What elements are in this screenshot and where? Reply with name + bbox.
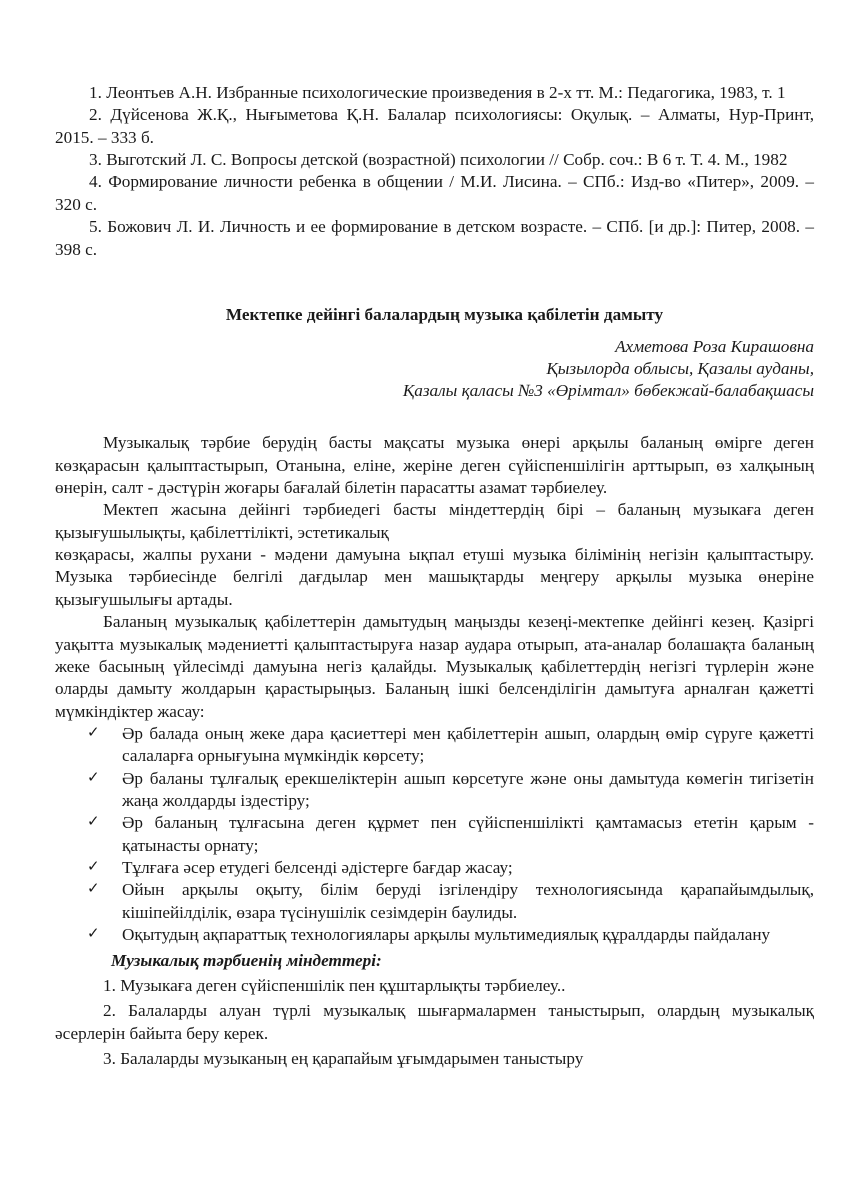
article-title: Мектепке дейінгі балалардың музыка қабілетін дамыту — [225, 304, 664, 324]
checkmark-icon: ✓ — [87, 812, 100, 831]
checklist-item — [87, 723, 814, 768]
checklist — [55, 723, 814, 947]
checklist-text: Тұлғаға әсер етудегі белсенді әдістерге бағдар жасау; — [122, 858, 513, 878]
checklist-text: Оқытудың ақпараттық технологиялары арқылы мультимедиялық құралдарды пайдалану — [122, 925, 771, 945]
task-item: 3. Балаларды музыканың ең қарапайым ұғымдарымен таныстыру — [103, 1048, 584, 1068]
affiliation-line: Қазалы қаласы №3 «Өрімтал» бөбекжай-балабақшасы — [402, 381, 814, 401]
checklist-text: Әр баланың тұлғасына деген құрмет пен сүйіспеншілікті қамтамасыз ететін қарым - қатынасты орнату; — [122, 813, 814, 855]
checklist-item — [87, 879, 814, 924]
checkmark-icon: ✓ — [87, 857, 100, 876]
tasks-section — [55, 947, 814, 1071]
checklist-item — [87, 857, 814, 879]
body-paragraph: Мектеп жасына дейінгі тәрбиедегі басты міндеттердің бірі – баланың музыкаға деген қызығушылықты, қабілеттілікті, эстетикалық — [55, 500, 814, 542]
body-paragraph: Баланың музыкалық қабілеттерін дамытудың маңызды кезеңі-мектепке дейінгі кезең. Қазіргі уақытта музыкалық мәдениетті қалыптастыруға назар аудара отырып, ата-аналар болашақта баланың жеке басының үйлесімді дамуына негіз қалайды. Музыкалық қабілеттердің негізгі түрлерін және оларды дамыту жолдарын қарастырыңыз. Баланың ішкі белсенділігін дамытуға арналған қажетті мүмкіндіктер жасау: — [55, 612, 814, 721]
body-paragraph: көзқарасы, жалпы рухани - мәдени дамуына ықпал етуші музыка білімінің негізін қалыптастыру. Музыка тәрбиесінде белгілі дағдылар мен машықтарды меңгеру арқылы музыка өнеріне қызығушылығы артады. — [55, 545, 814, 609]
reference-item: 4. Формирование личности ребенка в общении / М.И. Лисина. – СПб.: Изд-во «Питер», 2009. – 320 с. — [55, 172, 814, 214]
checkmark-icon: ✓ — [87, 767, 100, 786]
checklist-item — [87, 812, 814, 857]
checklist-text: Әр балада оның жеке дара қасиеттері мен қабілеттерін ашып, олардың өмір сүруге қажетті салаларға орнығуына мүмкіндік көрсету; — [122, 723, 814, 766]
reference-list — [55, 82, 814, 261]
reference-item: 2. Дүйсенова Ж.Қ., Нығыметова Қ.Н. Балалар психологиясы: Оқулық. – Алматы, Нур-Принт, 2015. – 333 б. — [55, 105, 814, 147]
task-item: 1. Музыкаға деген сүйіспеншілік пен құштарлықты тәрбиелеу.. — [103, 975, 566, 995]
checkmark-icon: ✓ — [87, 924, 100, 943]
checklist-text: Ойын арқылы оқыту, білім беруді ізгілендіру технологиясында қарапайымдылық, кішіпейілділік, өзара түсінушілік сезімдерін баулиды. — [122, 880, 814, 922]
author-block — [55, 336, 814, 402]
task-item: 2. Балаларды алуан түрлі музыкалық шығармалармен таныстырып, олардың музыкалық әсерлерін байыта беру керек. — [55, 1001, 814, 1043]
article-body — [55, 432, 814, 1070]
checklist-item — [87, 768, 814, 813]
checkmark-icon: ✓ — [87, 879, 100, 898]
checklist-text: Әр баланы тұлғалық ерекшеліктерін ашып көрсетуге және оны дамытуда көмегін тигізетін жаңа жолдарды іздестіру; — [122, 768, 814, 811]
checklist-item — [87, 924, 814, 946]
reference-item: 5. Божович Л. И. Личность и ее формирование в детском возрасте. – СПб. [и др.]: Питер, 2008. – 398 с. — [55, 217, 814, 259]
reference-item: 3. Выготский Л. С. Вопросы детской (возрастной) психологии // Собр. соч.: В 6 т. Т. 4. М., 1982 — [89, 150, 788, 170]
reference-item: 1. Леонтьев А.Н. Избранные психологические произведения в 2-х тт. М.: Педагогика, 1983, т. 1 — [89, 83, 786, 102]
author-name: Ахметова Роза Кирашовна — [615, 337, 814, 357]
checkmark-icon: ✓ — [87, 722, 100, 741]
body-paragraph: Музыкалық тәрбие берудің басты мақсаты музыка өнері арқылы баланың өмірге деген көзқарасын қалыптастырып, Отанына, еліне, жеріне деген сүйіспеншілігін арттырып, өз халқының өнерін, салт - дәстүрін жоғары бағалай білетін парасатты азамат тәрбиелеу. — [55, 433, 814, 497]
affiliation-line: Қызылорда облысы, Қазалы ауданы, — [546, 359, 814, 379]
tasks-heading: Музыкалық тәрбиенің міндеттері: — [111, 950, 382, 970]
